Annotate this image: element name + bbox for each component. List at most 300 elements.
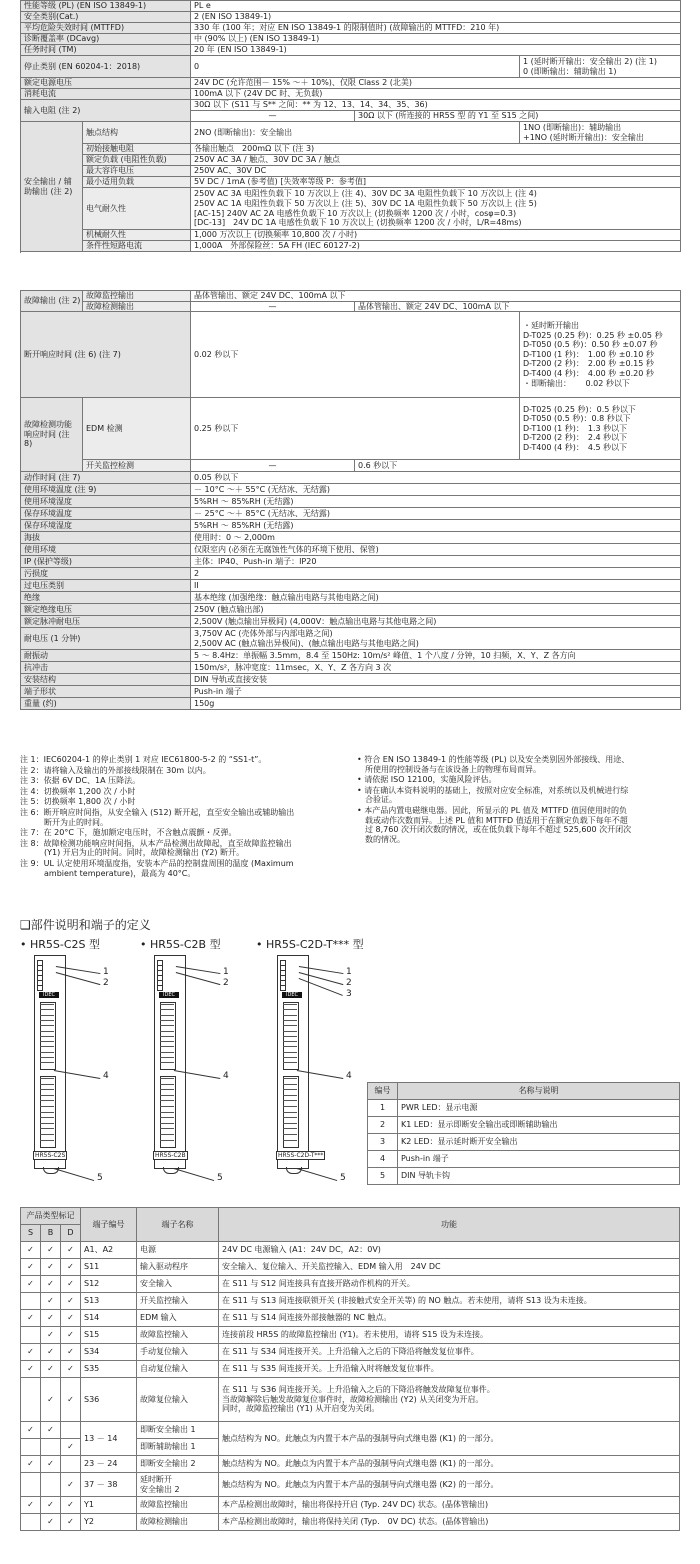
note-bullet: • 请在确认本资料说明的基础上，按照对应安全标准，对系统以及机械进行综 合验证。	[357, 785, 629, 805]
spec-value: 330 年 (100 年；对应 EN ISO 13849-1 的限制值时) (故障输出的 MTTFD：210 年)	[191, 23, 681, 34]
spec-value-alt: 0.6 秒以下	[355, 460, 681, 472]
terminal-name: 故障复位输入	[137, 1378, 219, 1422]
check-s: ✓	[21, 1259, 41, 1276]
check-s: ✓	[21, 1422, 41, 1439]
parts-header-no: 编号	[368, 1083, 398, 1100]
spec-row	[21, 628, 681, 650]
spec-value: 1,000A 外部保险丝：5A FH (IEC 60127-2)	[191, 241, 681, 252]
check-s: ✓	[21, 1276, 41, 1293]
terminal-name: 自动复位输入	[137, 1361, 219, 1378]
terminal-slot	[160, 1020, 174, 1025]
terminal-function: 触点结构为 NO。此触点为内置于本产品的强制导向式继电器 (K2) 的一部分。	[219, 1473, 680, 1497]
terminal-function: 触点结构为 NO。此触点为内置于本产品的强制导向式继电器 (K1) 的一部分。	[219, 1456, 680, 1473]
terminal-slot	[40, 1084, 54, 1089]
parts-desc: Push-in 端子	[398, 1151, 680, 1168]
spec-value: DIN 导轨或直接安装	[191, 674, 681, 686]
terminal-slot	[40, 1004, 54, 1009]
note: 注 5：切换频率 1,800 次 / 小时	[20, 797, 136, 807]
check-d: ✓	[61, 1439, 81, 1456]
spec-label: 保存环境温度	[21, 508, 191, 520]
spec-value: 5%RH ～ 85%RH (无结露)	[191, 496, 681, 508]
parts-no: 3	[368, 1134, 398, 1151]
spec-label: 使用环境湿度	[21, 496, 191, 508]
check-b: ✓	[41, 1456, 61, 1473]
check-d: ✓	[61, 1310, 81, 1327]
spec-value: 5V DC / 1mA (参考值) [失效率等级 P：参考值]	[191, 177, 681, 188]
spec-sublabel: 电气耐久性	[83, 188, 191, 230]
notes-left	[20, 755, 343, 879]
callout-leader	[174, 1168, 214, 1181]
terminal-slot	[283, 1078, 297, 1083]
spec-label: 使用环境温度 (注 9)	[21, 484, 191, 496]
spec-value: 各输出触点 200mΩ 以下 (注 3)	[191, 144, 681, 155]
spec-label: 断开响应时间 (注 6) (注 7)	[21, 312, 191, 398]
spec-value: 2NO (即断输出)：安全输出	[191, 122, 520, 144]
callout-number: 2	[103, 978, 109, 988]
terminal-table	[20, 1207, 680, 1531]
spec-row	[21, 188, 681, 230]
terminal-slot	[283, 1123, 297, 1128]
spec-label: 额定电源电压	[21, 78, 191, 89]
spec-row	[21, 484, 681, 496]
terminal-row	[21, 1497, 680, 1514]
callout-number: 1	[223, 967, 229, 977]
terminal-slot	[40, 1025, 54, 1030]
check-d: ✓	[61, 1514, 81, 1531]
spec-value: 0.05 秒以下	[191, 472, 681, 484]
led-indicator	[37, 985, 43, 991]
parts-no: 5	[368, 1168, 398, 1185]
spec-label: 诊断覆盖率 (DCavg)	[21, 34, 191, 45]
check-s: ✓	[21, 1456, 41, 1473]
note-bullet: • 请依据 ISO 12100，实施风险评估。	[357, 775, 497, 785]
spec-row	[21, 616, 681, 628]
terminal-slot	[40, 1128, 54, 1133]
terminal-row	[21, 1242, 680, 1259]
device-title: • HR5S-C2D-T*** 型	[256, 938, 364, 951]
note-bullet: • 符合 EN ISO 13849-1 的性能等级 (PL) 以及安全类别因外部接线、用途、 所使用的控制设备与在该设备上的物理布局而异。	[357, 755, 630, 774]
terminal-no: S12	[81, 1276, 137, 1293]
terminal-no: S34	[81, 1344, 137, 1361]
led-indicator	[157, 985, 163, 991]
parts-no: 1	[368, 1100, 398, 1117]
spec-label: 绝缘	[21, 592, 191, 604]
terminal-no: A1、A2	[81, 1242, 137, 1259]
terminal-no: 23 － 24	[81, 1456, 137, 1473]
terminal-function: 在 S11 与 S12 间连接具有直接开路动作机构的开关。	[219, 1276, 680, 1293]
terminal-slot	[283, 1004, 297, 1009]
terminal-no: 37 － 38	[81, 1473, 137, 1497]
check-s	[21, 1439, 41, 1456]
terminal-slot	[160, 1015, 174, 1020]
spec-value: 基本绝缘 (加强绝缘：触点输出电路与其他电路之间)	[191, 592, 681, 604]
spec-label: 使用环境	[21, 544, 191, 556]
callout-number: 3	[346, 989, 352, 999]
callout-number: 4	[103, 1071, 109, 1081]
spec-value: 24V DC (允许范围－ 15% ～＋ 10%)、仅限 Class 2 (北美)	[191, 78, 681, 89]
spec-row	[21, 122, 681, 144]
spec-label: 耐振动	[21, 650, 191, 662]
spec-row	[21, 177, 681, 188]
spec-row	[21, 556, 681, 568]
spec-row	[21, 45, 681, 56]
parts-header-name: 名称与说明	[398, 1083, 680, 1100]
terminal-slot	[283, 1140, 297, 1145]
terminal-slot	[40, 1123, 54, 1128]
check-s	[21, 1473, 41, 1497]
type-group-header: 产品类型标记	[21, 1208, 81, 1225]
terminal-slot	[283, 1046, 297, 1051]
spec-sublabel: 最大容许电压	[83, 166, 191, 177]
terminal-name: 手动复位输入	[137, 1344, 219, 1361]
terminal-slot	[160, 1009, 174, 1014]
parts-row	[368, 1168, 680, 1185]
terminal-slot	[40, 1140, 54, 1145]
terminal-no: S13	[81, 1293, 137, 1310]
terminal-no: S35	[81, 1361, 137, 1378]
callout-number: 2	[223, 978, 229, 988]
terminal-slot	[160, 1041, 174, 1046]
terminal-slot	[283, 1089, 297, 1094]
logo-mark: IDEC	[282, 992, 302, 998]
callout-number: 2	[346, 978, 352, 988]
terminal-row	[21, 1456, 680, 1473]
check-b: ✓	[41, 1514, 61, 1531]
note: 注 7：在 20°C 下，施加额定电压时，不含触点震颤・反弹。	[20, 828, 237, 838]
device-drawing-c2d	[277, 955, 324, 1169]
terminal-slot	[283, 1134, 297, 1139]
spec-value: 2,500V (触点输出异极间) (4,000V：触点输出电路与其他电路之间)	[191, 616, 681, 628]
terminal-slot	[40, 1052, 54, 1057]
spec-label: 消耗电流	[21, 89, 191, 100]
check-b: ✓	[41, 1378, 61, 1422]
spec-value: 150m/s²，脉冲宽度：11msec，X、Y、Z 各方向 3 次	[191, 662, 681, 674]
spec-row	[21, 12, 681, 23]
spec-value: 2	[191, 568, 681, 580]
spec-label: 额定脉冲耐电压	[21, 616, 191, 628]
spec-value: PL e	[191, 1, 681, 12]
spec-value-alt: 30Ω 以下 (所连接的 HR5S 型 的 Y1 至 S15 之间)	[355, 111, 681, 122]
spec-value: II	[191, 580, 681, 592]
spec-sublabel: 最小适用负载	[83, 177, 191, 188]
spec-row	[21, 508, 681, 520]
spec-value: 0.02 秒以下	[191, 312, 520, 398]
terminal-function: 在 S11 与 S36 间连接开关。上升沿输入之后的下降沿将触发故障复位事件。 当故障解除后触发故障复位事件时，故障检测输出 (Y2) 从关闭变为开启。 同时，故障监控输出 (Y1) 从开启变为关闭。	[219, 1378, 680, 1422]
terminal-slot	[40, 1062, 54, 1067]
check-b	[41, 1473, 61, 1497]
terminal-row	[21, 1514, 680, 1531]
terminal-name: 即断辅助输出 1	[137, 1439, 219, 1456]
spec-label: 耐电压 (1 分钟)	[21, 628, 191, 650]
terminal-slot	[283, 1052, 297, 1057]
check-s	[21, 1327, 41, 1344]
check-b: ✓	[41, 1276, 61, 1293]
check-d	[61, 1422, 81, 1439]
terminal-function: 在 S11 与 S13 间连接联锁开关 (非接触式安全开关等) 的 NO 触点。若未使用，请将 S13 设为未连接。	[219, 1293, 680, 1310]
header-terminal-name: 端子名称	[137, 1208, 219, 1242]
spec-value: 250V AC、30V DC	[191, 166, 681, 177]
notes	[20, 755, 680, 879]
spec-value: 250V AC 3A 电阻性负载下 10 万次以上 (注 4)、30V DC 3A 电阻性负载下 10 万次以上 (注 4) 250V AC 1A 电阻性负载下 50 万次以上 (注 5)、30V DC 1A 电阻性负载下 50 万次以上 (注 5) [AC-15] 240V AC 2A 电感性负载下 10 万次以上 (切换频率 1200 次 / 小时，cosφ=0.3) [DC-13] 24V DC 1A 电感性负载下 10 万次以上 (切换频率 1200 次 / 小时，L/R=48ms)	[191, 188, 681, 230]
spec-row	[21, 241, 681, 252]
spec-sublabel: 额定负载 (电阻性负载)	[83, 155, 191, 166]
check-b: ✓	[41, 1310, 61, 1327]
spec-row	[21, 100, 681, 111]
spec-label: 端子形状	[21, 686, 191, 698]
spec-sublabel: 条件性短路电流	[83, 241, 191, 252]
terminal-slot	[40, 1057, 54, 1062]
parts-no: 4	[368, 1151, 398, 1168]
header-function: 功能	[219, 1208, 680, 1242]
terminal-no: Y1	[81, 1497, 137, 1514]
parts-desc: PWR LED：显示电源	[398, 1100, 680, 1117]
terminal-function: 在 S11 与 S35 间连接开关。上升沿输入时将触发复位事件。	[219, 1361, 680, 1378]
terminal-slot	[283, 1041, 297, 1046]
spec-row	[21, 532, 681, 544]
spec-row	[21, 56, 681, 78]
check-b: ✓	[41, 1497, 61, 1514]
check-d: ✓	[61, 1473, 81, 1497]
terminal-slot	[40, 1041, 54, 1046]
spec-value-dash: —	[191, 301, 355, 312]
terminal-slot	[40, 1031, 54, 1036]
check-b: ✓	[41, 1242, 61, 1259]
spec-row	[21, 155, 681, 166]
spec-value: 3,750V AC (壳体外部与内部电路之间) 2,500V AC (触点输出异极间)、(触点输出电路与其他电路之间)	[191, 628, 681, 650]
spec-value-dash: —	[191, 111, 355, 122]
terminal-slot	[160, 1112, 174, 1117]
terminal-row	[21, 1422, 680, 1439]
spec-row	[21, 312, 681, 398]
note: 注 6：断开响应时间指，从安全输入 (S12) 断开起，直至安全输出或辅助输出 断开为止的时间。	[20, 807, 295, 827]
spec-sublabel: 触点结构	[83, 122, 191, 144]
parts-row	[368, 1117, 680, 1134]
terminal-function: 触点结构为 NO。此触点为内置于本产品的强制导向式继电器 (K1) 的一部分。	[219, 1422, 680, 1456]
terminal-slot	[40, 1100, 54, 1105]
spec-row	[21, 89, 681, 100]
check-d: ✓	[61, 1327, 81, 1344]
terminal-no: S11	[81, 1259, 137, 1276]
terminal-name: 即断安全输出 1	[137, 1422, 219, 1439]
parts-row	[368, 1151, 680, 1168]
spec-row	[21, 568, 681, 580]
notes-right	[357, 755, 680, 879]
terminal-slot	[160, 1046, 174, 1051]
spec-row	[21, 686, 681, 698]
spec-row	[21, 291, 681, 302]
spec-label: 平均危险失效时间 (MTTFD)	[21, 23, 191, 34]
logo-mark: IDEC	[39, 992, 59, 998]
check-b: ✓	[41, 1259, 61, 1276]
spec-row	[21, 698, 681, 710]
check-b: ✓	[41, 1327, 61, 1344]
terminal-slot	[160, 1095, 174, 1100]
spec-table-2	[20, 290, 681, 710]
spec-label: 污损度	[21, 568, 191, 580]
check-d: ✓	[61, 1378, 81, 1422]
spec-value: 5%RH ～ 85%RH (无结露)	[191, 520, 681, 532]
spec-sublabel: 故障监控输出	[83, 291, 191, 302]
check-d: ✓	[61, 1361, 81, 1378]
device-drawing-c2s	[34, 955, 66, 1169]
terminal-name: 延时断开 安全输出 2	[137, 1473, 219, 1497]
terminal-function: 在 S11 与 S34 间连接开关。上升沿输入之后的下降沿将触发复位事件。	[219, 1344, 680, 1361]
spec-row	[21, 78, 681, 89]
check-d: ✓	[61, 1242, 81, 1259]
type-d: D	[61, 1225, 81, 1242]
terminal-slot	[283, 1036, 297, 1041]
parts-header	[368, 1083, 680, 1100]
spec-label: 保存环境湿度	[21, 520, 191, 532]
model-label: HR5S-C2B	[155, 1151, 186, 1159]
spec-sublabel: EDM 检测	[83, 398, 191, 460]
terminal-slot	[283, 1084, 297, 1089]
check-s: ✓	[21, 1242, 41, 1259]
spec-row	[21, 650, 681, 662]
terminal-no: 13 － 14	[81, 1422, 137, 1456]
terminal-row	[21, 1293, 680, 1310]
terminal-row	[21, 1310, 680, 1327]
terminal-row	[21, 1361, 680, 1378]
terminal-slot	[160, 1078, 174, 1083]
spec-value: 0.25 秒以下	[191, 398, 520, 460]
device-title: • HR5S-C2S 型	[20, 938, 101, 951]
callout-number: 1	[346, 967, 352, 977]
terminal-function: 24V DC 电源输入 (A1：24V DC，A2：0V)	[219, 1242, 680, 1259]
terminal-function: 安全输入、复位输入、开关监控输入、EDM 输入用 24V DC	[219, 1259, 680, 1276]
spec-label: IP (保护等级)	[21, 556, 191, 568]
spec-value: 30Ω 以下 (S11 与 S** 之间：** 为 12、13、14、34、35、36)	[191, 100, 681, 111]
spec-row	[21, 674, 681, 686]
terminal-name: 电源	[137, 1242, 219, 1259]
terminal-slot	[40, 1106, 54, 1111]
terminal-slot	[40, 1015, 54, 1020]
terminal-slot	[160, 1025, 174, 1030]
spec-label: 动作时间 (注 7)	[21, 472, 191, 484]
spec-label: 额定绝缘电压	[21, 604, 191, 616]
terminal-name: 输入驱动程序	[137, 1259, 219, 1276]
spec-row	[21, 662, 681, 674]
spec-sublabel: 故障检测输出	[83, 301, 191, 312]
terminal-slot	[283, 1117, 297, 1122]
spec-row	[21, 592, 681, 604]
spec-label: 停止类别 (EN 60204-1：2018)	[21, 56, 191, 78]
terminal-slot	[283, 1025, 297, 1030]
check-b: ✓	[41, 1293, 61, 1310]
model-label: HR5S-C2S	[35, 1151, 66, 1159]
spec-value-dash: —	[191, 460, 355, 472]
terminal-slot	[160, 1128, 174, 1133]
spec-value: 5 ～ 8.4Hz：单振幅 3.5mm，8.4 至 150Hz: 10m/s² 峰值、1 个八度 / 分钟，10 扫频，X、Y、Z 各方向	[191, 650, 681, 662]
check-d: ✓	[61, 1497, 81, 1514]
spec-value: 250V AC 3A / 触点、30V DC 3A / 触点	[191, 155, 681, 166]
section-title: ❑部件说明和端子的定义	[20, 918, 151, 932]
check-b: ✓	[41, 1422, 61, 1439]
terminal-slot	[40, 1036, 54, 1041]
spec-value: － 25°C ～＋ 85°C (无结冰、无结露)	[191, 508, 681, 520]
check-b: ✓	[41, 1361, 61, 1378]
check-s: ✓	[21, 1361, 41, 1378]
note: 注 3：依据 6V DC、1A 压降法。	[20, 776, 141, 786]
type-s: S	[21, 1225, 41, 1242]
terminal-function: 本产品检测出故障时，输出将保持关闭 (Typ. 0V DC) 状态。(晶体管输出)	[219, 1514, 680, 1531]
spec-row	[21, 1, 681, 12]
terminal-slot	[40, 1117, 54, 1122]
terminal-slot	[160, 1100, 174, 1105]
spec-sublabel: 开关监控检测	[83, 460, 191, 472]
spec-label: 输入电阻 (注 2)	[21, 100, 191, 122]
spec-row	[21, 398, 681, 460]
terminal-slot	[160, 1134, 174, 1139]
spec-table	[20, 0, 681, 252]
callout-number: 5	[217, 1173, 223, 1183]
spec-row	[21, 496, 681, 508]
check-s: ✓	[21, 1344, 41, 1361]
spec-row	[21, 604, 681, 616]
check-s: ✓	[21, 1310, 41, 1327]
check-s	[21, 1514, 41, 1531]
terminal-slot	[40, 1009, 54, 1014]
spec-label: 性能等级 (PL) (EN ISO 13849-1)	[21, 1, 191, 12]
note: 注 4：切换频率 1,200 次 / 小时	[20, 786, 136, 796]
spec-value-alt: ・延时断开输出 D-T025 (0.25 秒)：0.25 秒 ±0.05 秒 D-T050 (0.5 秒)：0.50 秒 ±0.07 秒 D-T100 (1 秒)： 1.00 秒 ±0.10 秒 D-T200 (2 秒)： 2.00 秒 ±0.15 秒 D-T400 (4 秒)： 4.00 秒 ±0.20 秒 ・即断输出： 0.02 秒以下	[520, 312, 681, 398]
device-drawing-c2b	[154, 955, 186, 1169]
terminal-slot	[283, 1112, 297, 1117]
terminal-slot	[40, 1078, 54, 1083]
callout-number: 1	[103, 967, 109, 977]
spec-row	[21, 23, 681, 34]
spec-value: 主体：IP40、Push-in 端子：IP20	[191, 556, 681, 568]
terminal-slot	[40, 1134, 54, 1139]
callout-leader	[297, 1168, 337, 1181]
spec-row	[21, 580, 681, 592]
check-d: ✓	[61, 1293, 81, 1310]
note: 注 1：IEC60204-1 的停止类别 1 对应 IEC61800-5-2 的 “SS1-t”。	[20, 755, 267, 764]
callout-number: 4	[346, 1071, 352, 1081]
spec-label: 安装结构	[21, 674, 191, 686]
check-d: ✓	[61, 1344, 81, 1361]
spec-value: 0	[191, 56, 520, 78]
spec-label: 任务时间 (TM)	[21, 45, 191, 56]
spec-sublabel: 机械耐久性	[83, 230, 191, 241]
spec-row	[21, 34, 681, 45]
terminal-row	[21, 1327, 680, 1344]
terminal-function: 在 S11 与 S14 间连接外部接触器的 NC 触点。	[219, 1310, 680, 1327]
callout-number: 5	[340, 1173, 346, 1183]
terminal-slot	[40, 1112, 54, 1117]
terminal-no: S36	[81, 1378, 137, 1422]
spec-label: 安全类别(Cat.)	[21, 12, 191, 23]
terminal-slot	[160, 1036, 174, 1041]
terminal-no: S15	[81, 1327, 137, 1344]
type-b: B	[41, 1225, 61, 1242]
note: 注 8：故障检测功能响应时间指，从本产品检测出故障起，直至故障监控输出 (Y1) 开启为止的时间。同时，故障检测输出 (Y2) 断开。	[20, 838, 292, 858]
spec-label: 海拔	[21, 532, 191, 544]
terminal-slot	[283, 1031, 297, 1036]
terminal-no: Y2	[81, 1514, 137, 1531]
device-title: • HR5S-C2B 型	[140, 938, 221, 951]
spec-label: 抗冲击	[21, 662, 191, 674]
terminal-slot	[160, 1117, 174, 1122]
terminal-slot	[283, 1057, 297, 1062]
callout-number: 4	[223, 1071, 229, 1081]
callout-number: 5	[97, 1173, 103, 1183]
terminal-slot	[160, 1089, 174, 1094]
spec-value: 250V (触点输出部)	[191, 604, 681, 616]
spec-row	[21, 144, 681, 155]
check-b: ✓	[41, 1344, 61, 1361]
check-s: ✓	[21, 1497, 41, 1514]
